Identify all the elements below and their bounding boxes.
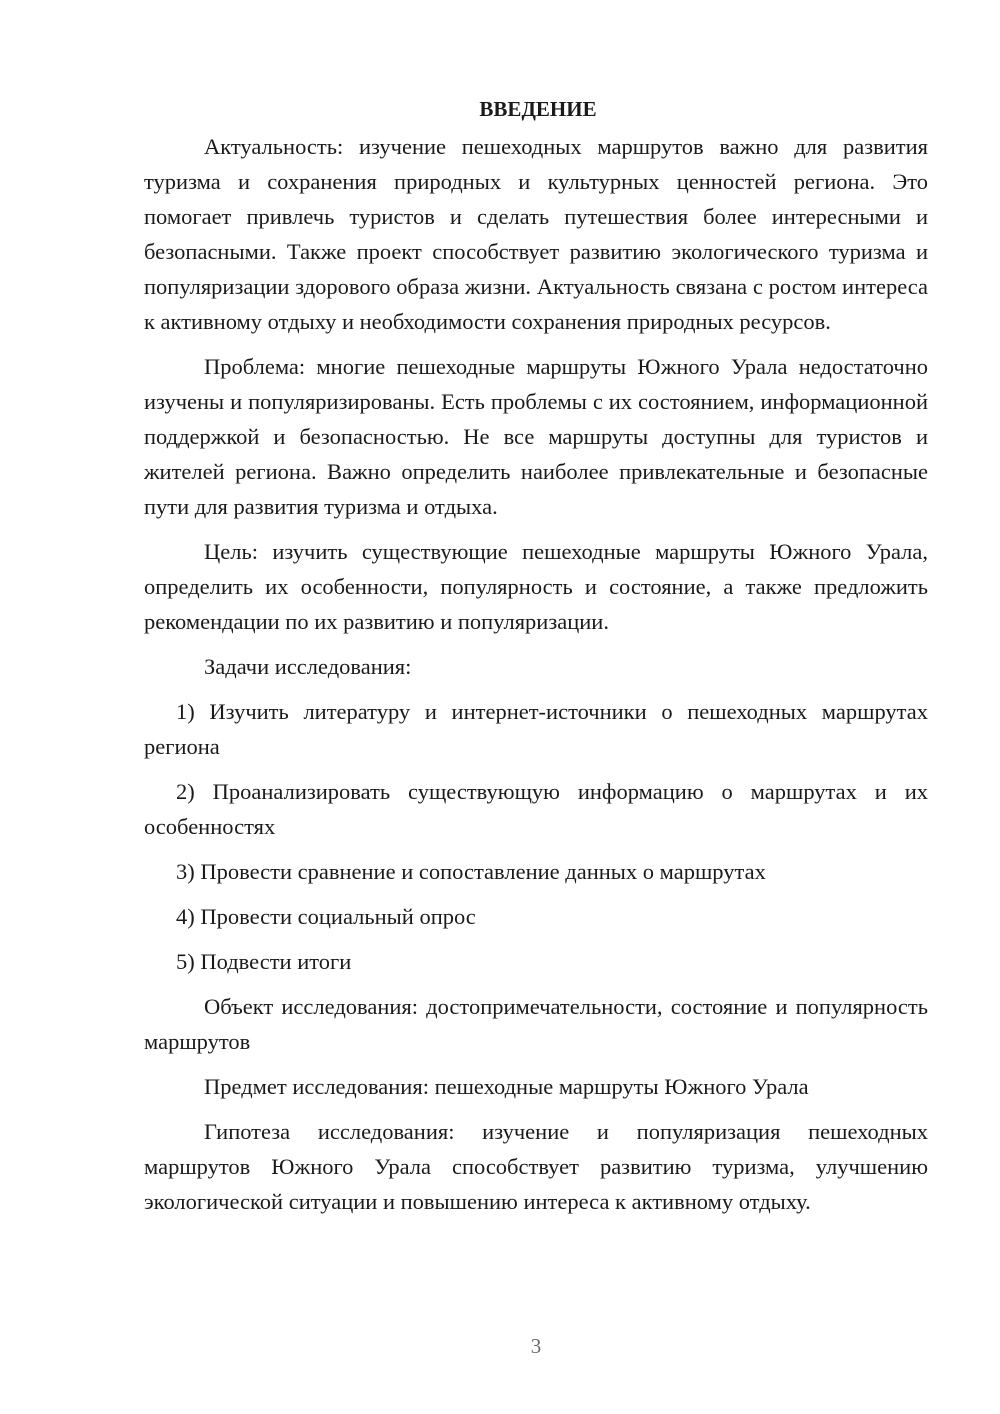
page-number: 3 (530, 1334, 542, 1358)
task-item-5: 5) Подвести итоги (176, 949, 352, 974)
paragraph-relevance: Актуальность: изучение пешеходных маршрутов важно для развития туризма и сохранения природных и культурных ценностей региона. Это помогает привлечь туристов и сделать путешествия более интересными и безопасными. Также проект способствует развитию экологического туризма и популяризации здорового образа жизни. Актуальность связана с ростом интереса к активному отдыху и необходимости сохранения природных ресурсов. (144, 134, 928, 334)
paragraph-problem: Проблема: многие пешеходные маршруты Южного Урала недостаточно изучены и популяризированы. Есть проблемы с их состоянием, информационной поддержкой и безопасностью. Не все маршруты доступны для туристов и жителей региона. Важно определить наиболее привлекательные и безопасные пути для развития туризма и отдыха. (144, 354, 928, 519)
paragraph-object: Объект исследования: достопримечательности, состояние и популярность маршрутов (144, 994, 928, 1054)
section-title: ВВЕДЕНИЕ (479, 97, 597, 121)
task-item-3: 3) Провести сравнение и сопоставление данных о маршрутах (176, 859, 766, 884)
paragraph-subject: Предмет исследования: пешеходные маршруты Южного Урала (204, 1074, 809, 1099)
tasks-list (144, 694, 928, 979)
tasks-heading: Задачи исследования: (204, 654, 412, 679)
paragraph-hypothesis: Гипотеза исследования: изучение и популяризация пешеходных маршрутов Южного Урала способствует развитию туризма, улучшению экологической ситуации и повышению интереса к активному отдыху. (144, 1119, 928, 1214)
task-item-4: 4) Провести социальный опрос (176, 904, 476, 929)
page-body (144, 92, 928, 1229)
task-item-2: 2) Проанализировать существующую информацию о маршрутах и их особенностях (144, 779, 928, 839)
task-item-1: 1) Изучить литературу и интернет-источники о пешеходных маршрутах региона (144, 699, 928, 759)
paragraph-goal: Цель: изучить существующие пешеходные маршруты Южного Урала, определить их особенности, популярность и состояние, а также предложить рекомендации по их развитию и популяризации. (144, 539, 928, 634)
